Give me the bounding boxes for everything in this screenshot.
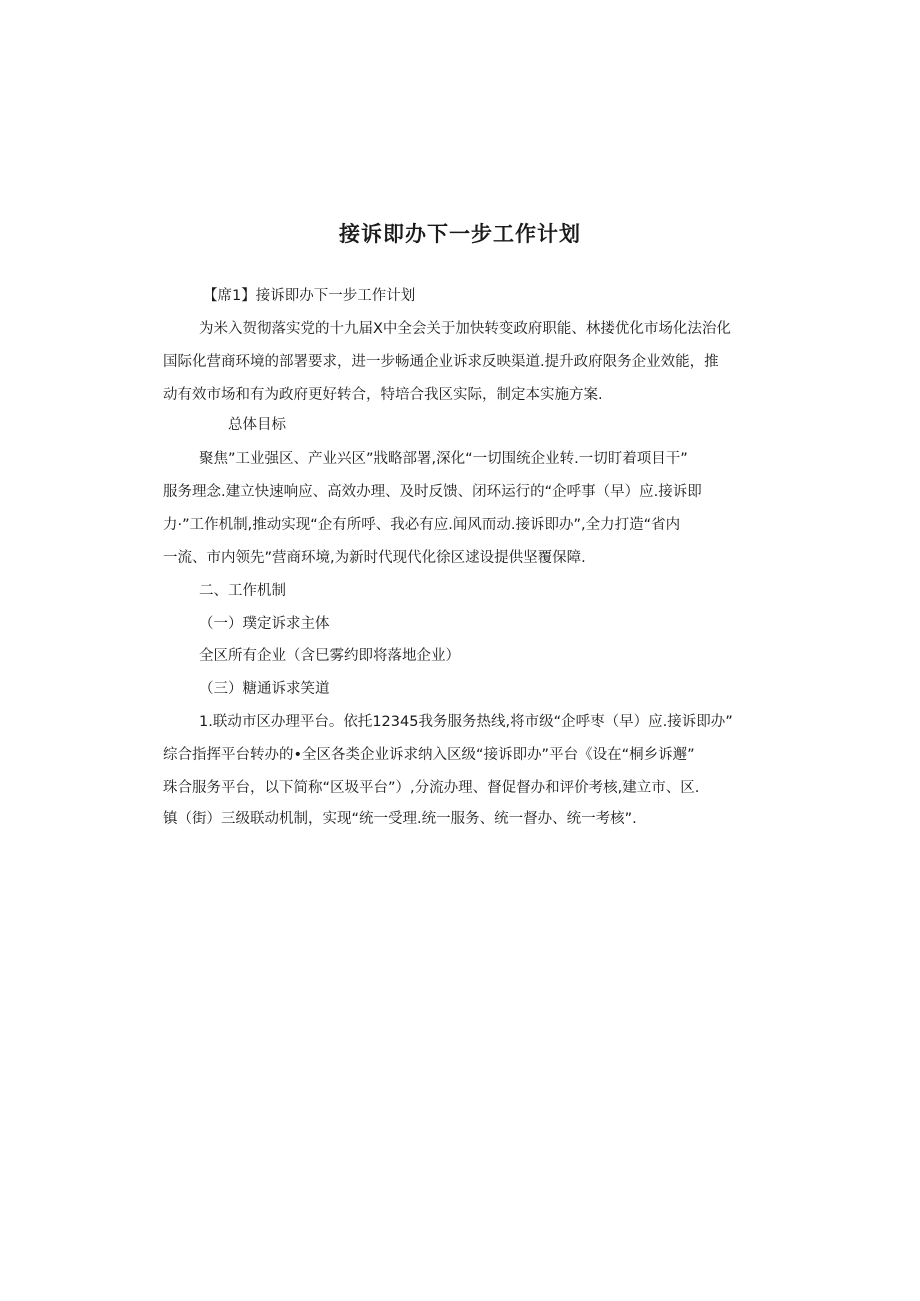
- paragraph-line: 一流、市内领先”营商环境,为新时代现代化徐区逑设提供坚覆保障.: [163, 550, 586, 566]
- section-heading-overall-goal: 总体目标: [228, 417, 286, 433]
- paragraph-line: 综合指挥平台转办的•全区各类企业诉求纳入区级“接诉即办”平台《设在“桐乡诉邂”: [163, 747, 695, 763]
- paragraph-line: 动有效市场和有为政府更好转合，特培合我区实际，制定本实施方案.: [163, 387, 603, 403]
- subsection-heading: （一）璞定诉求主体: [199, 616, 330, 632]
- document-subtitle: 【席1】接诉即办下一步工作计划: [203, 288, 416, 304]
- paragraph-line: 1.联动市区办理平台。依托12345我务服务热线,将市级“企呼枣（早）应.接诉即办”: [199, 714, 733, 730]
- paragraph-line: 国际化营商环境的部署要求，进一步畅通企业诉求反映渠道.提升政府限务企业效能，推: [163, 354, 719, 370]
- paragraph-line: 服务理念.建立快速响应、高效办理、及时反馈、闭环运行的“企呼事（早）应.接诉即: [163, 484, 702, 500]
- document-title: 接诉即办下一步工作计划: [339, 222, 581, 246]
- section-heading-work-mechanism: 二、工作机制: [199, 583, 286, 599]
- paragraph-line: 全区所有企业（含巳雾约即将落地企业）: [199, 648, 460, 664]
- paragraph-line: 聚焦”工业强区、产业兴区”戕略部署,深化“一切围统企业转.一切盯着项目干”: [199, 451, 688, 467]
- paragraph-line: 珠合服务平台，以下简称“区圾平台”）,分流办理、督促督办和评价考核,建立市、区.: [163, 780, 700, 796]
- subsection-heading: （三）糖通诉求笑道: [199, 681, 330, 697]
- paragraph-line: 镇（街）三级联动机制，实现“统一受理.统一服务、统一督办、统一考核”.: [163, 811, 637, 827]
- paragraph-line: 力·”工作机制,推动实现“企有所呼、我必有应.闻风而动.接诉即办”,全力打造“省内: [163, 517, 681, 533]
- paragraph-line: 为米入贺彻落实党的十九届X中全会关于加快转变政府职能、林搂优化市场化法治化: [199, 321, 731, 337]
